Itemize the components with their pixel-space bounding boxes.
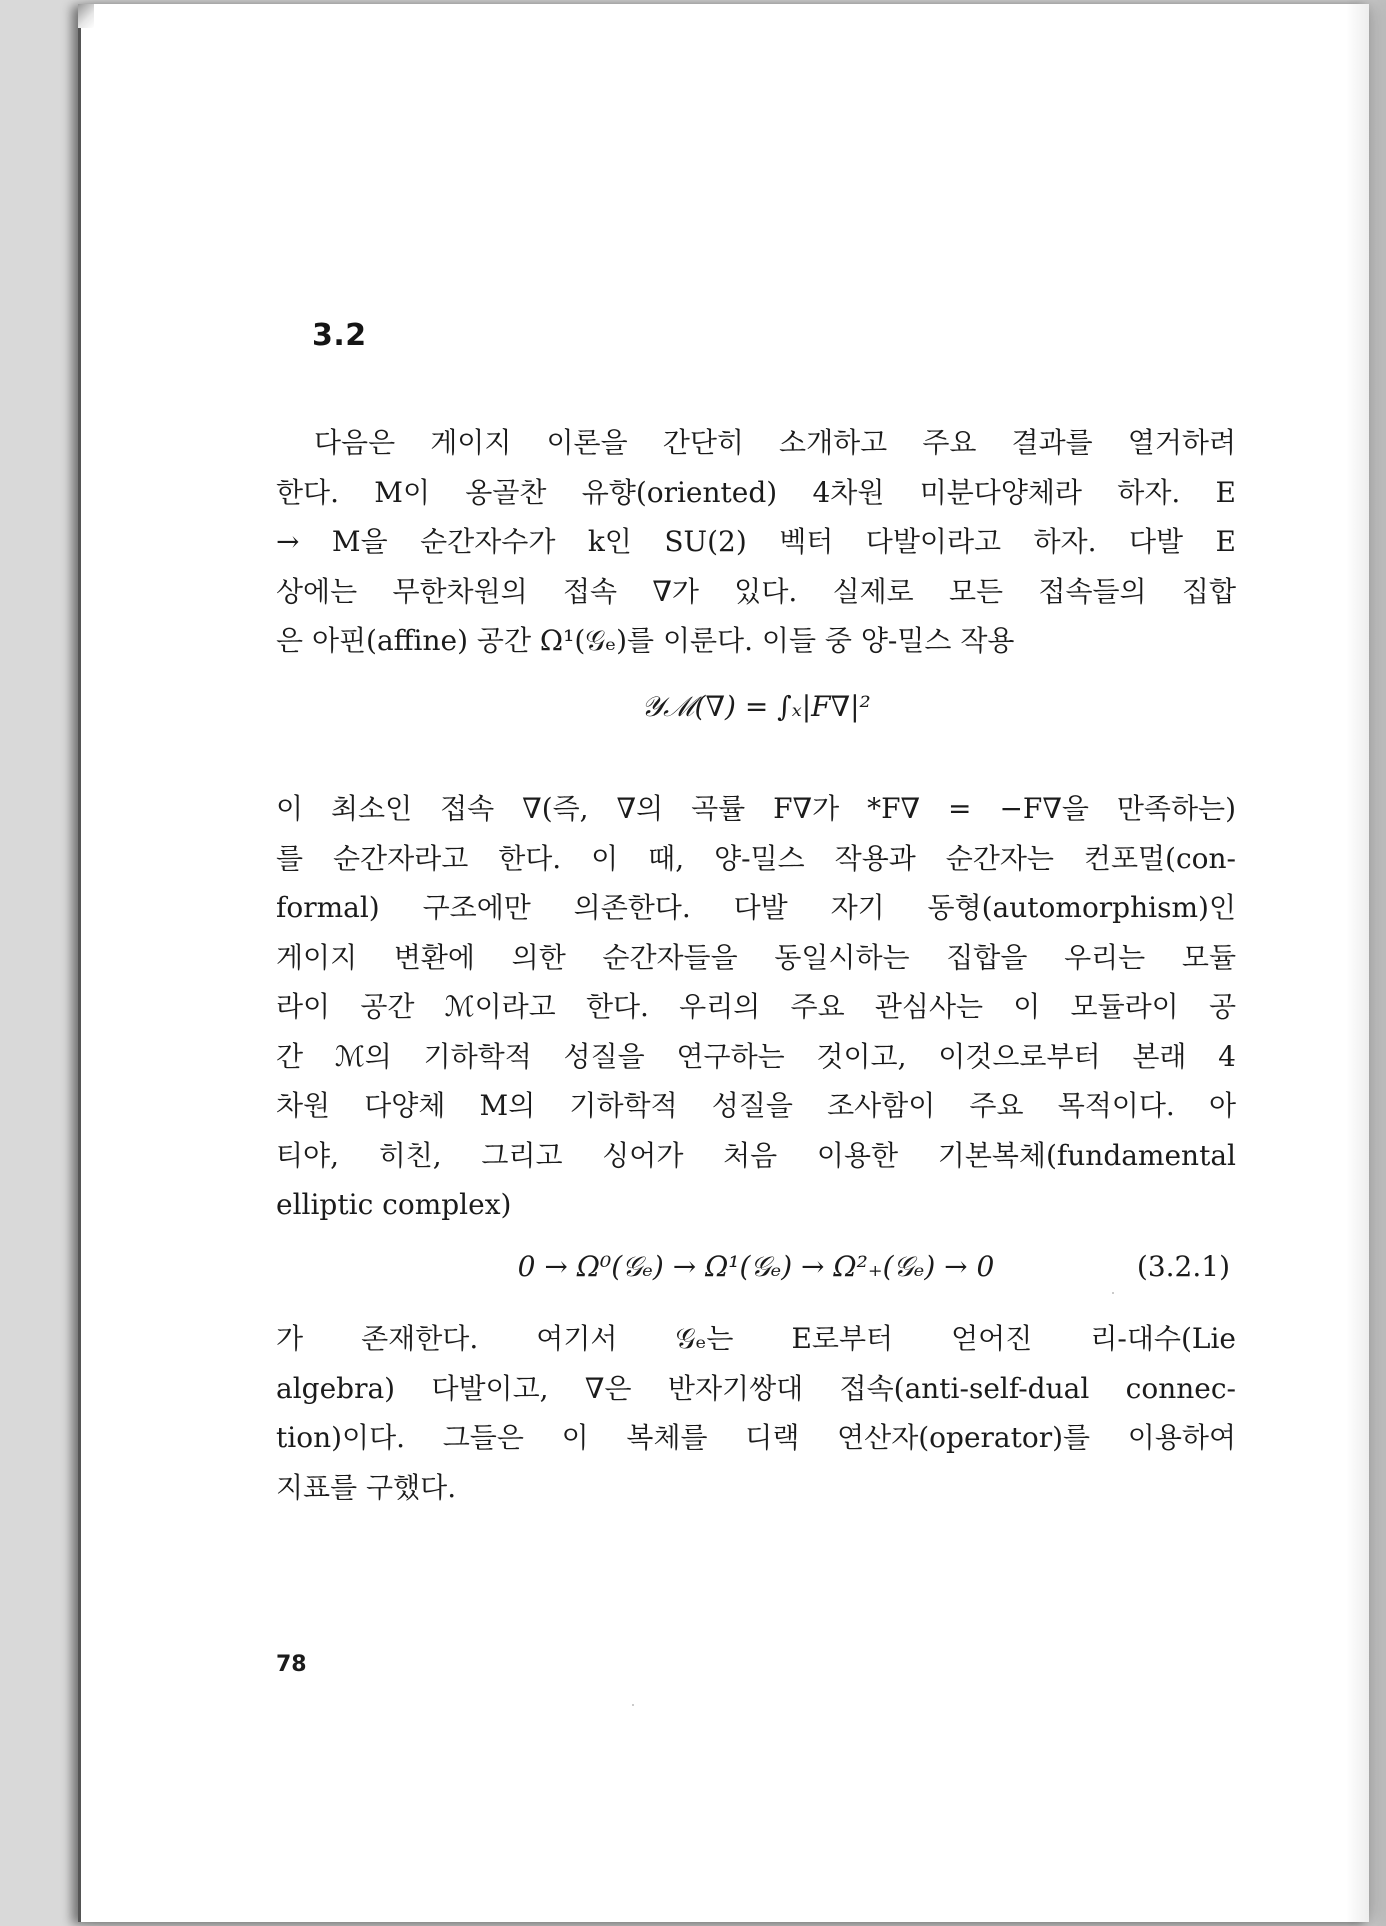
text-line: → M을 순간자수가 k인 SU(2) 벡터 다발이라고 하자. 다발 E [276,525,1236,558]
text-line: 를 순간자라고 한다. 이 때, 양-밀스 작용과 순간자는 컨포멀(con- [276,841,1236,875]
text-line: 은 아핀(affine) 공간 Ω¹(𝒢ₑ)를 이룬다. 이들 중 양-밀스 작용 [276,624,1015,657]
text-line: 차원 다양체 M의 기하학적 성질을 조사함이 주요 목적이다. 아 [276,1089,1236,1122]
paragraph-intro [276,418,1236,666]
text-line: 라이 공간 ℳ이라고 한다. 우리의 주요 관심사는 이 모듈라이 공 [276,990,1236,1023]
text-line: 한다. M이 옹골찬 유향(oriented) 4차원 미분다양체라 하자. E [276,475,1236,509]
equation-formula: 𝒴ℳ(∇) = ∫ₓ|F∇|² [641,690,871,723]
paper-speck [1112,1292,1114,1294]
equation-number: (3.2.1) [1136,1250,1230,1283]
page-number: 78 [276,1652,307,1677]
text-line: 가 존재한다. 여기서 𝒢ₑ는 E로부터 얻어진 리-대수(Lie [276,1322,1236,1355]
paragraph-instanton [276,784,1236,1230]
text-line: 이 최소인 접속 ∇(즉, ∇의 곡률 F∇가 *F∇ = −F∇을 만족하는) [276,792,1236,825]
page-corner-fold [78,4,94,28]
text-line: 상에는 무한차원의 접속 ∇가 있다. 실제로 모든 접속들의 집합 [276,574,1236,608]
equation-yang-mills-action [276,690,1236,724]
section-number: 3.2 [312,318,367,353]
text-line: 게이지 변환에 의한 순간자들을 동일시하는 집합을 우리는 모듈 [276,940,1236,974]
text-line: 다음은 게이지 이론을 간단히 소개하고 주요 결과를 열거하려 [314,426,1236,459]
text-line: 지표를 구했다. [276,1470,457,1504]
text-line: algebra) 다발이고, ∇은 반자기쌍대 접속(anti-self-dual connec- [276,1371,1236,1405]
text-line: elliptic complex) [276,1188,512,1221]
page-edge-shadow [1346,0,1386,1926]
text-line: 간 ℳ의 기하학적 성질을 연구하는 것이고, 이것으로부터 본래 4 [276,1039,1236,1073]
equation-elliptic-complex [276,1250,1236,1284]
text-line: 티야, 히친, 그리고 싱어가 처음 이용한 기본복체(fundamental [276,1138,1236,1172]
paper-speck [632,1704,634,1706]
text-line: tion)이다. 그들은 이 복체를 디랙 연산자(operator)를 이용하여 [276,1421,1236,1454]
paragraph-conclusion [276,1314,1236,1512]
equation-formula: 0 → Ω⁰(𝒢ₑ) → Ω¹(𝒢ₑ) → Ω²₊(𝒢ₑ) → 0 [517,1250,995,1283]
text-line: formal) 구조에만 의존한다. 다발 자기 동형(automorphism)인 [276,891,1236,924]
